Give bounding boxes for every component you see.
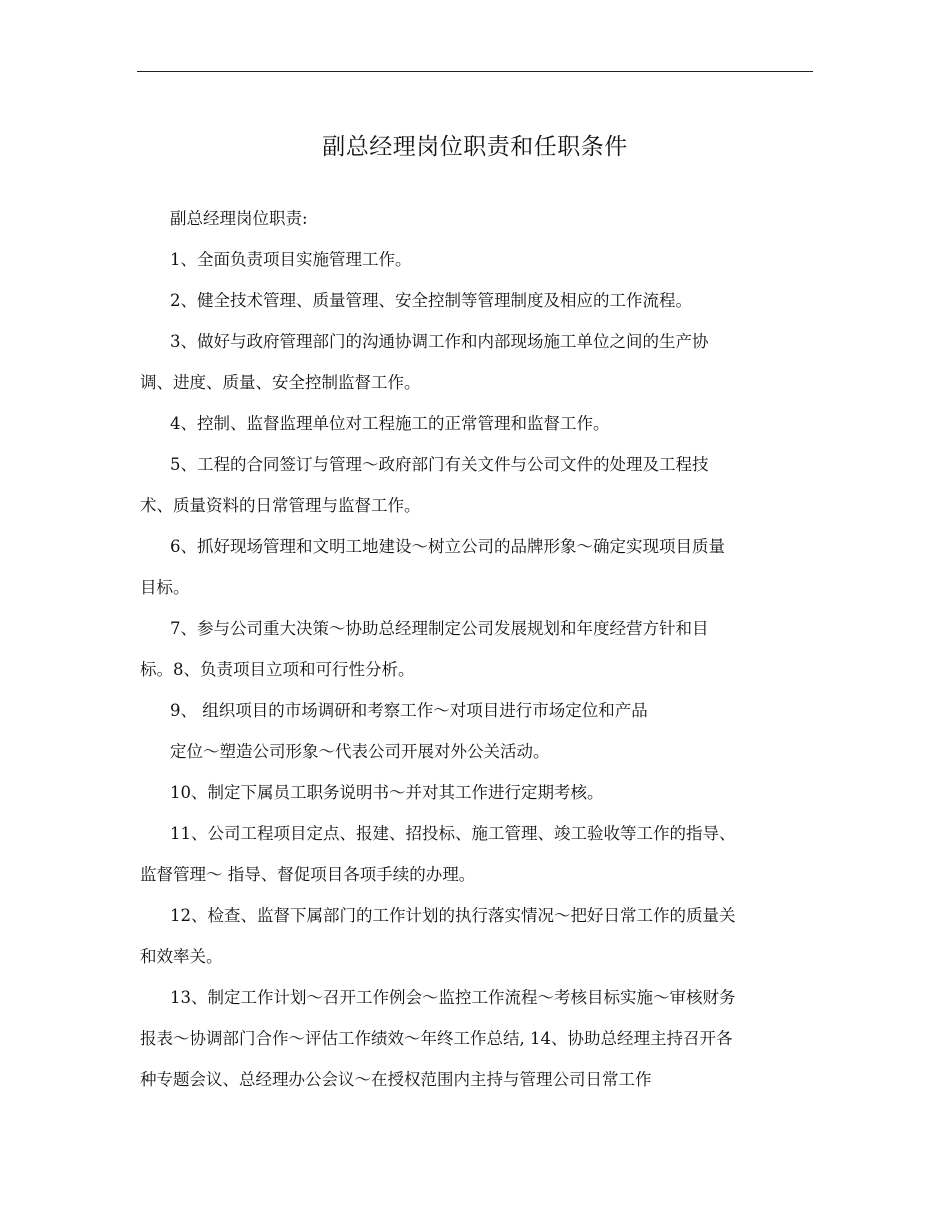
text-line: 10、制定下属员工职务说明书～并对其工作进行定期考核。 <box>170 783 604 802</box>
document-body <box>140 198 812 1100</box>
text-line: 标。8、负责项目立项和可行性分析。 <box>140 660 415 679</box>
text-line: 4、控制、监督监理单位对工程施工的正常管理和监督工作。 <box>170 414 610 433</box>
text-line: 术、质量资料的日常管理与监督工作。 <box>140 496 421 515</box>
text-line: 报表～协调部门合作～评估工作绩效～年终工作总结, 14、协助总经理主持召开各 <box>140 1029 733 1048</box>
text-line: 监督管理～ 指导、督促项目各项手续的办理。 <box>140 865 476 884</box>
text-line: 目标。 <box>140 578 190 597</box>
text-line: 1、全面负责项目实施管理工作。 <box>170 250 412 269</box>
text-line: 调、进度、质量、安全控制监督工作。 <box>140 373 421 392</box>
document-title: 副总经理岗位职责和任职条件 <box>322 134 628 160</box>
text-line: 9、 组织项目的市场调研和考察工作～对项目进行市场定位和产品 <box>170 701 648 720</box>
text-line: 12、检查、监督下属部门的工作计划的执行落实情况～把好日常工作的质量关 <box>170 906 736 925</box>
text-line: 7、参与公司重大决策～协助总经理制定公司发展规划和年度经营方针和目 <box>170 619 709 638</box>
text-line: 和效率关。 <box>140 947 223 966</box>
text-line: 6、抓好现场管理和文明工地建设～树立公司的品牌形象～确定实现项目质量 <box>170 537 725 556</box>
text-line: 13、制定工作计划～召开工作例会～监控工作流程～考核目标实施～审核财务 <box>170 988 736 1007</box>
text-line: 3、做好与政府管理部门的沟通协调工作和内部现场施工单位之间的生产协 <box>170 332 709 351</box>
header-rule <box>137 71 813 72</box>
text-line: 种专题会议、总经理办公会议～在授权范围内主持与管理公司日常工作 <box>140 1070 652 1089</box>
text-line: 5、工程的合同签订与管理～政府部门有关文件与公司文件的处理及工程技 <box>170 455 709 474</box>
text-line: 副总经理岗位职责: <box>170 209 308 228</box>
text-line: 11、公司工程项目定点、报建、招投标、施工管理、竣工验收等工作的指导、 <box>170 824 736 843</box>
text-line: 2、健全技术管理、质量管理、安全控制等管理制度及相应的工作流程。 <box>170 291 692 310</box>
text-line: 定位～塑造公司形象～代表公司开展对外公关活动。 <box>170 742 550 761</box>
